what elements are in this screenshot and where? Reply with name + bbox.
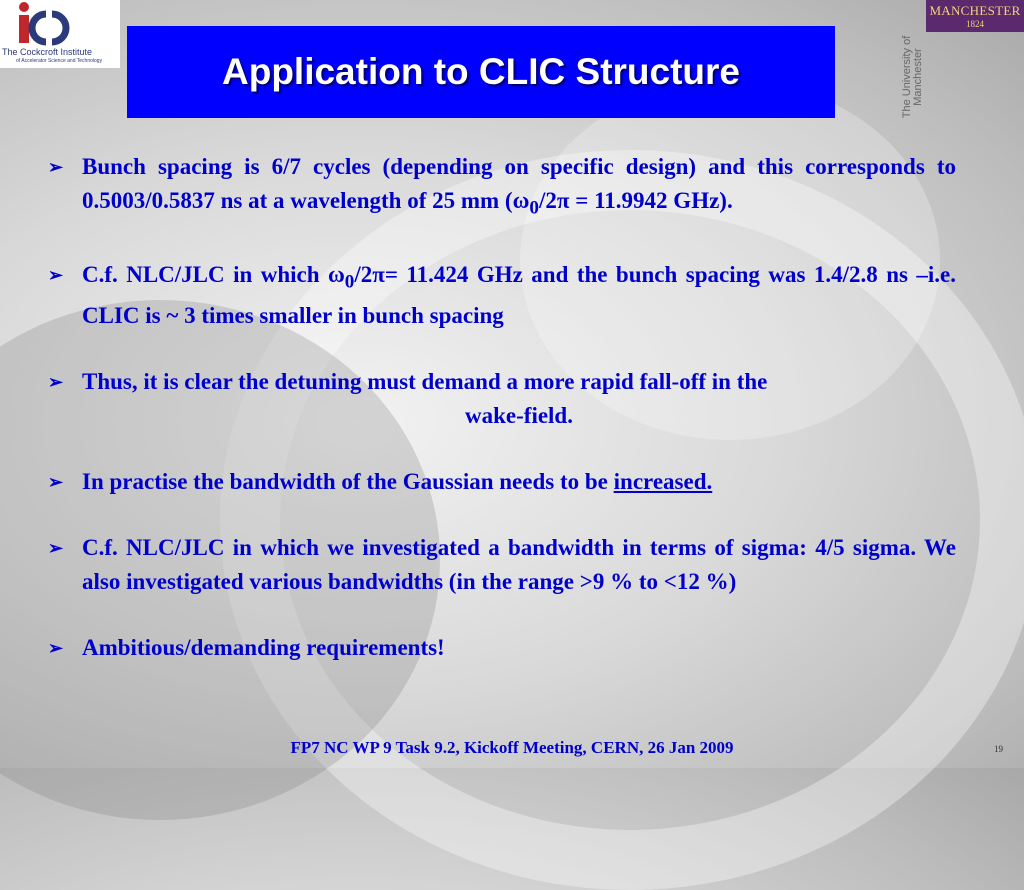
manchester-wordmark: MANCHESTER	[929, 3, 1021, 18]
arrow-bullet-icon: ➢	[48, 538, 64, 559]
university-name: The University of Manchester	[901, 35, 924, 119]
subscript: 0	[529, 197, 539, 219]
bullet-text: Thus, it is clear the detuning must demand a more rapid fall-off in the	[82, 369, 768, 395]
bullet-list	[44, 150, 956, 697]
arrow-bullet-icon: ➢	[48, 638, 64, 659]
cockcroft-institute-name: The Cockcroft Institute	[2, 47, 93, 57]
manchester-logo	[926, 0, 1024, 32]
arrow-bullet-icon: ➢	[48, 157, 64, 177]
bullet-item	[44, 258, 956, 334]
bullet-text-continuation: wake-field.	[465, 403, 573, 429]
omega-symbol: ω	[512, 188, 530, 213]
university-vertical-label	[898, 36, 928, 120]
cockcroft-institute-subtitle: of Accelerator Science and Technology	[16, 58, 103, 64]
footer-text: FP7 NC WP 9 Task 9.2, Kickoff Meeting, CERN, 26 Jan 2009	[290, 738, 734, 757]
subscript: 0	[344, 271, 355, 293]
cockcroft-institute-logo	[0, 0, 120, 68]
bullet-item	[44, 365, 956, 433]
arrow-bullet-icon: ➢	[48, 372, 64, 393]
bullet-text: Bunch spacing is 6/7 cycles (depending on specific design) and this corresponds to 0.5003/0.5837 ns at a wavelength of 25 mm (	[82, 154, 956, 213]
underlined-word: increased.	[613, 469, 713, 495]
title-banner	[127, 26, 835, 118]
bullet-text: /2π = 11.9942 GHz).	[538, 188, 733, 213]
bullet-text: C.f. NLC/JLC in which	[82, 261, 328, 287]
manchester-year: 1824	[966, 19, 984, 29]
slide-title: Application to CLIC Structure	[222, 51, 740, 92]
arrow-bullet-icon: ➢	[48, 264, 64, 285]
bullet-text: C.f. NLC/JLC in which we investigated a bandwidth in terms of sigma: 4/5 sigma. We also investigated various bandwidths (in the range >9 % to <12 %)	[82, 535, 956, 595]
cockcroft-emblem-icon	[0, 0, 120, 48]
bullet-text: /2π= 11.424 GHz and the bunch spacing was 1.4/2.8 ns –i.e. CLIC is ~ 3 times smaller in bunch spacing	[82, 261, 956, 329]
omega-symbol: ω	[327, 261, 345, 287]
bullet-text: Ambitious/demanding requirements!	[82, 635, 445, 661]
bullet-item	[44, 531, 956, 599]
page-number: 19	[994, 744, 1003, 754]
bullet-item	[44, 465, 956, 499]
bullet-text: In practise the bandwidth of the Gaussian needs to be	[82, 469, 614, 495]
bullet-item	[44, 150, 956, 226]
arrow-bullet-icon: ➢	[48, 472, 64, 493]
bullet-item	[44, 631, 956, 665]
